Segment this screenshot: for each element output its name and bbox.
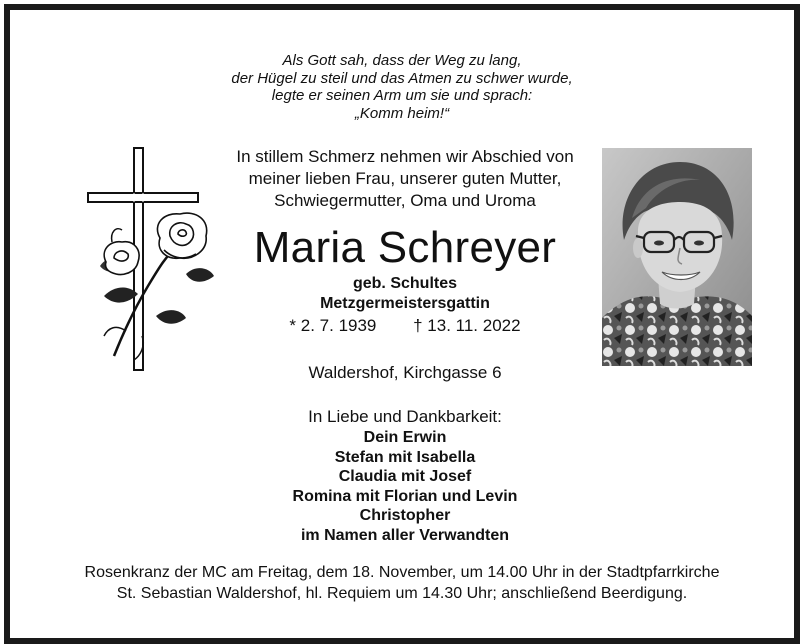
service-line: St. Sebastian Waldershof, hl. Requiem um 14.30 Uhr; anschließend Beerdigung. xyxy=(116,585,688,602)
death-date: † 13. 11. 2022 xyxy=(413,316,521,335)
farewell-line: Schwiegermutter, Oma und Uroma xyxy=(274,191,536,210)
poem-line: legte er seinen Arm um sie und sprach: xyxy=(271,87,533,104)
cross-with-rose-icon xyxy=(86,146,220,372)
portrait-photo xyxy=(602,148,752,366)
poem-line: Als Gott sah, dass der Weg zu lang, xyxy=(282,52,522,69)
deceased-details xyxy=(210,274,600,314)
address: Waldershof, Kirchgasse 6 xyxy=(308,363,502,382)
farewell-text xyxy=(210,146,600,212)
service-line: Rosenkranz der MC am Freitag, dem 18. November, um 14.00 Uhr in der Stadtpfarrkirche xyxy=(84,564,720,581)
mourner: Dein Erwin xyxy=(363,429,447,446)
farewell-line: In stillem Schmerz nehmen wir Abschied von xyxy=(236,147,574,166)
poem-line: der Hügel zu steil und das Atmen zu schwer wurde, xyxy=(231,69,573,87)
mourner: im Namen aller Verwandten xyxy=(300,526,510,544)
maiden-name: geb. Schultes xyxy=(352,275,458,292)
mourner: Christopher xyxy=(359,507,451,524)
service-info xyxy=(10,562,794,604)
poem xyxy=(10,52,794,122)
birth-date: * 2. 7. 1939 xyxy=(289,316,377,335)
farewell-line: meiner lieben Frau, unserer guten Mutter, xyxy=(248,169,562,188)
notice-border xyxy=(4,4,800,644)
deceased-name: Maria Schreyer xyxy=(253,223,557,272)
poem-line: „Komm heim!“ xyxy=(354,104,450,122)
mourners-list xyxy=(210,428,600,545)
mourner: Romina mit Florian und Levin xyxy=(292,487,518,505)
mourner: Stefan mit Isabella xyxy=(334,448,476,466)
obituary-notice xyxy=(10,10,794,638)
life-dates xyxy=(210,315,600,337)
mourner: Claudia mit Josef xyxy=(338,468,472,485)
thanks-label: In Liebe und Dankbarkeit: xyxy=(308,407,502,426)
occupation: Metzgermeistersgattin xyxy=(320,295,490,312)
